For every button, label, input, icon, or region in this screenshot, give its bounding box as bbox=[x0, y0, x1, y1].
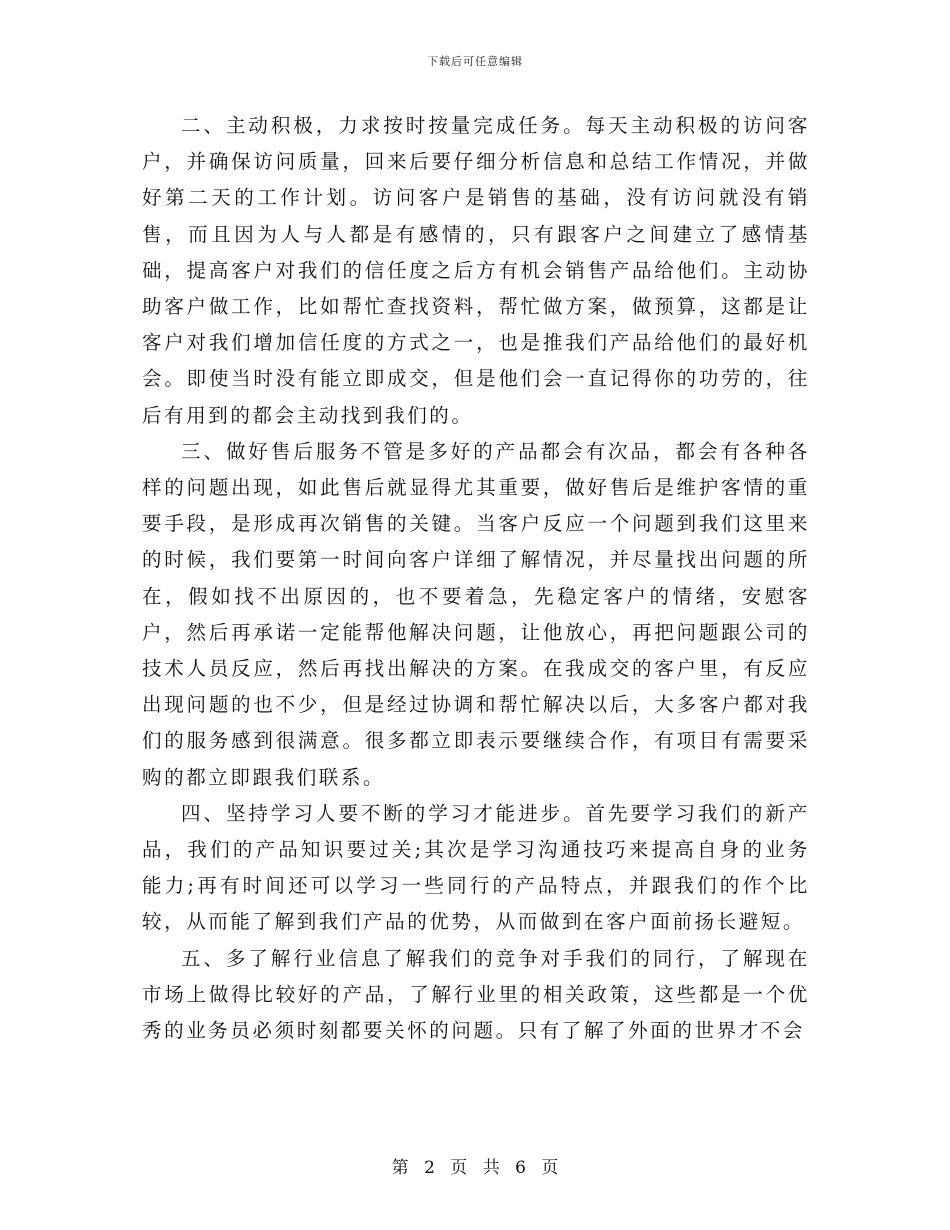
current-page-number: 2 bbox=[424, 1158, 435, 1178]
paragraph-2: 二、主动积极，力求按时按量完成任务。每天主动积极的访问客户，并确保访问质量，回来后要仔细分析信息和总结工作情况，并做好第二天的工作计划。访问客户是销售的基础，没有访问就没有销售，而且因为人与人都是有感情的，只有跟客户之间建立了感情基础，提高客户对我们的信任度之后方有机会销售产品给他们。主动协助客户做工作，比如帮忙查找资料，帮忙做方案，做预算，这都是让客户对我们增加信任度的方式之一，也是推我们产品给他们的最好机会。即使当时没有能立即成交，但是他们会一直记得你的功劳的，往后有用到的都会主动找到我们的。 bbox=[142, 114, 810, 427]
document-body bbox=[142, 108, 810, 1049]
paragraph-4: 四、坚持学习人要不断的学习才能进步。首先要学习我们的新产品，我们的产品知识要过关;其次是学习沟通技巧来提高自身的业务能力;再有时间还可以学习一些同行的产品特点，并跟我们的作个比较，从而能了解到我们产品的优势，从而做到在客户面前扬长避短。 bbox=[142, 801, 810, 934]
paragraph-3: 三、做好售后服务不管是多好的产品都会有次品，都会有各种各样的问题出现，如此售后就显得尤其重要，做好售后是维护客情的重要手段，是形成再次销售的关键。当客户反应一个问题到我们这里来的时候，我们要第一时间向客户详细了解情况，并尽量找出问题的所在，假如找不出原因的，也不要着急，先稳定客户的情绪，安慰客户，然后再承诺一定能帮他解决问题，让他放心，再把问题跟公司的技术人员反应，然后再找出解决的方案。在我成交的客户里，有反应出现问题的也不少，但是经过协调和帮忙解决以后，大多客户都对我们的服务感到很满意。很多都立即表示要继续合作，有项目有需要采购的都立即跟我们联系。 bbox=[142, 439, 810, 789]
footer-page-end-label: 页 bbox=[541, 1158, 559, 1178]
footer-total-label: 共 bbox=[482, 1158, 500, 1178]
page-number-footer bbox=[0, 1153, 950, 1178]
paragraph-5: 五、多了解行业信息了解我们的竞争对手我们的同行，了解现在市场上做得比较好的产品，了解行业里的相关政策，这些都是一个优秀的业务员必须时刻都要关怀的问题。只有了解了外面的世界才不会 bbox=[142, 946, 810, 1043]
total-pages-number: 6 bbox=[515, 1158, 526, 1178]
footer-prefix: 第 bbox=[391, 1158, 409, 1178]
footer-page-label: 页 bbox=[450, 1158, 468, 1178]
header-note: 下载后可任意编辑 bbox=[427, 55, 523, 68]
